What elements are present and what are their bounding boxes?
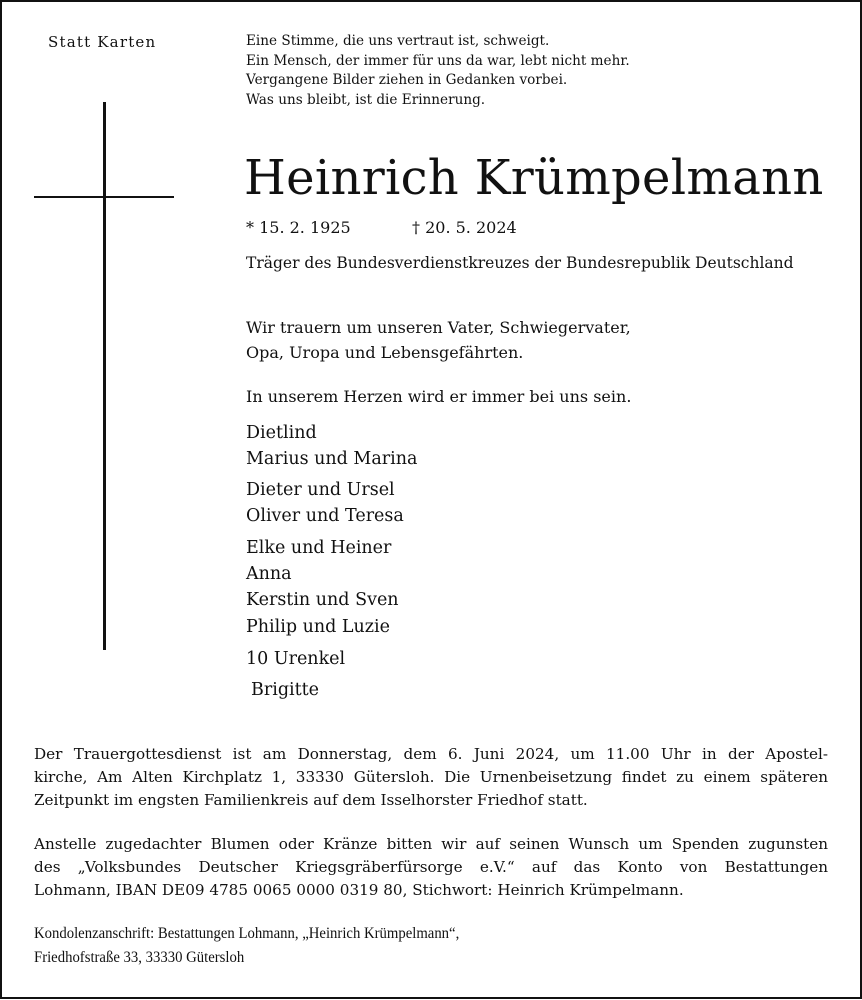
service-line: Der Trauergottesdienst ist am Donnerstag, dem 6. Juni 2024, um 11.00 Uhr in der Apostel-	[34, 745, 828, 763]
statt-karten-label: Statt Karten	[48, 33, 157, 51]
condolence-line: Friedhofstraße 33, 33330 Gütersloh	[34, 949, 245, 966]
mourner: Elke und Heiner	[246, 538, 392, 558]
poem-line: Vergangene Bilder ziehen in Gedanken vorbei.	[246, 72, 568, 88]
mourning-line: Wir trauern um unseren Vater, Schwiegervater,	[246, 318, 631, 337]
birth-date: * 15. 2. 1925	[246, 218, 351, 237]
mourner: Oliver und Teresa	[246, 506, 404, 526]
condolence-address	[34, 922, 459, 970]
donation-info	[34, 833, 828, 902]
honor-text: Träger des Bundesverdienstkreuzes der Bundesrepublik Deutschland	[246, 254, 794, 272]
heart-message: In unserem Herzen wird er immer bei uns sein.	[246, 387, 632, 406]
mourning-message	[246, 315, 631, 365]
deceased-name: Heinrich Krümpelmann	[244, 150, 824, 206]
mourner: Anna	[246, 564, 292, 584]
mourner: 10 Urenkel	[246, 649, 346, 669]
poem-line: Ein Mensch, der immer für uns da war, lebt nicht mehr.	[246, 52, 630, 69]
donation-line: des „Volksbundes Deutscher Kriegsgräberfürsorge e.V.“ auf das Konto von Bestattungen	[34, 858, 828, 876]
poem-line: Eine Stimme, die uns vertraut ist, schweigt.	[246, 33, 550, 49]
service-line: Zeitpunkt im engsten Familienkreis auf dem Isselhorster Friedhof statt.	[34, 791, 588, 809]
mourner: Philip und Luzie	[246, 617, 390, 637]
donation-line: Lohmann, IBAN DE09 4785 0065 0000 0319 80, Stichwort: Heinrich Krümpelmann.	[34, 881, 684, 899]
cross-horizontal-bar	[34, 196, 174, 198]
mourning-line: Opa, Uropa und Lebensgefährten.	[246, 343, 524, 362]
mourner: Brigitte	[251, 680, 320, 700]
service-line: kirche, Am Alten Kirchplatz 1, 33330 Gütersloh. Die Urnenbeisetzung findet zu einem späteren	[34, 768, 828, 786]
condolence-line: Kondolenzanschrift: Bestattungen Lohmann, „Heinrich Krümpelmann“,	[34, 925, 460, 942]
death-date: † 20. 5. 2024	[412, 218, 517, 237]
mourner: Dieter und Ursel	[246, 480, 395, 500]
poem-line: Was uns bleibt, ist die Erinnerung.	[246, 91, 486, 108]
mourner: Dietlind	[246, 423, 317, 443]
mourner: Marius und Marina	[246, 449, 418, 469]
donation-line: Anstelle zugedachter Blumen oder Kränze bitten wir auf seinen Wunsch um Spenden zugunsten	[34, 835, 828, 853]
service-info	[34, 743, 828, 812]
cross-vertical-bar	[103, 102, 106, 650]
poem	[246, 32, 630, 110]
mourner: Kerstin und Sven	[246, 590, 399, 610]
